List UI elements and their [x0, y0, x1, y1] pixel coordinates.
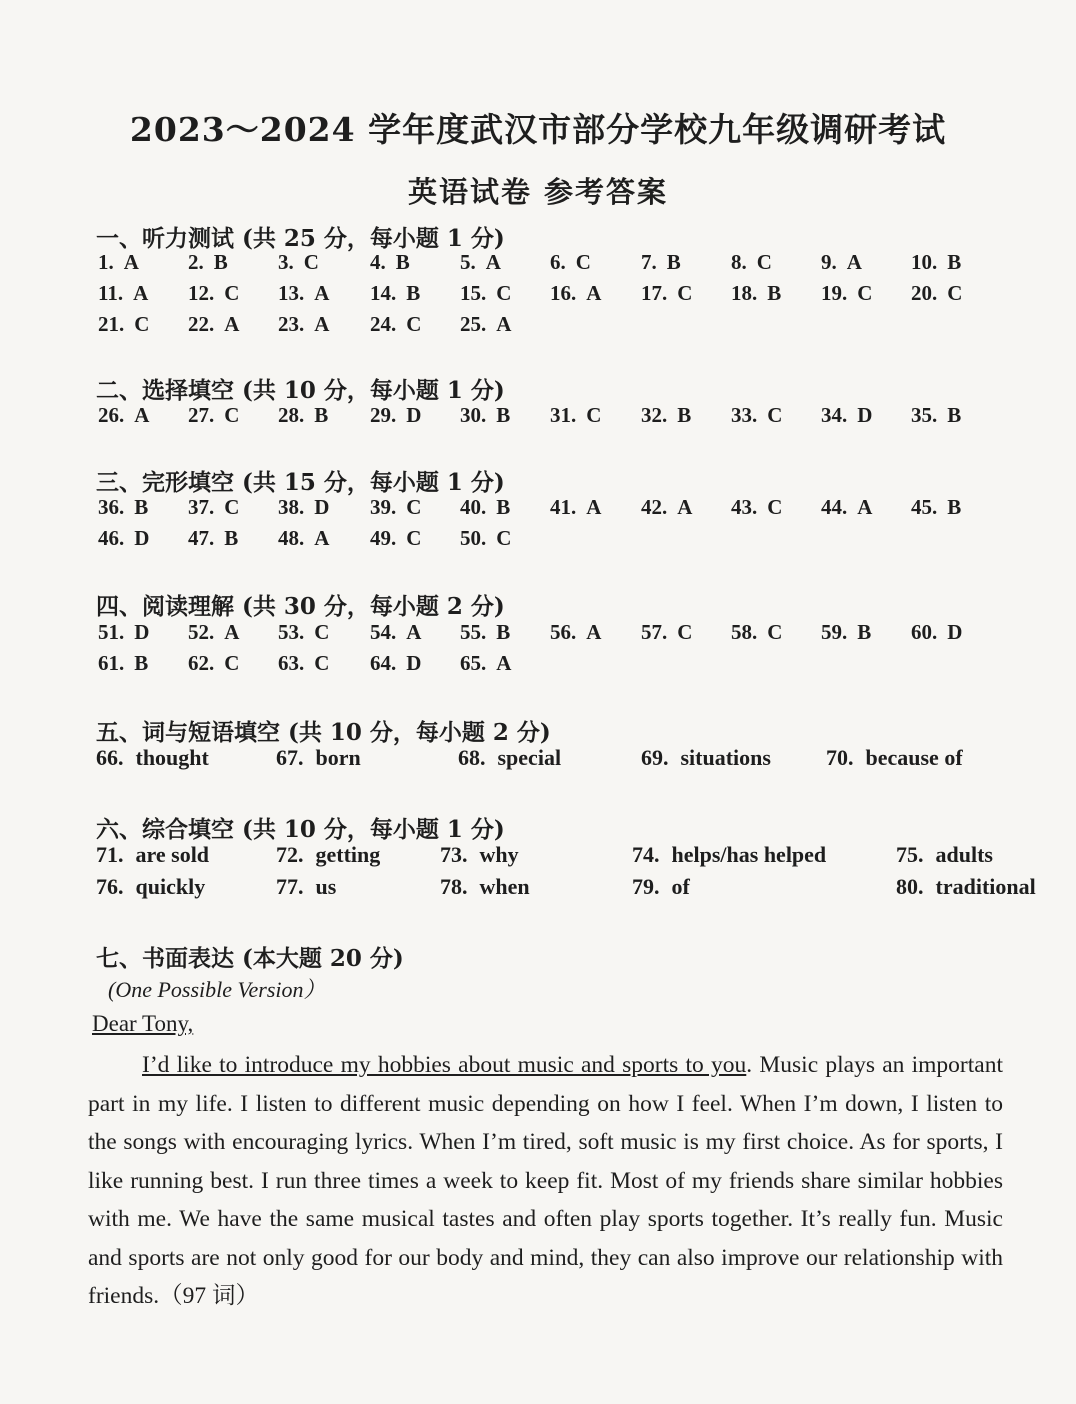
answer-value: A	[134, 403, 150, 427]
answer-value: D	[134, 526, 150, 550]
answer-value: B	[496, 403, 511, 427]
answer-value: C	[406, 526, 422, 550]
s4-answer-row	[0, 620, 1076, 650]
possible-version-label: (One Possible Version）	[108, 977, 326, 1002]
question-number: 12.	[188, 281, 215, 305]
answer-item	[278, 526, 329, 551]
question-number: 33.	[731, 403, 758, 427]
answer-value: B	[224, 526, 239, 550]
answer-value: C	[767, 620, 783, 644]
answer-value: A	[677, 495, 693, 519]
answer-value: D	[134, 620, 150, 644]
answer-item	[278, 495, 329, 520]
answer-value: C	[947, 281, 963, 305]
answer-item	[826, 745, 963, 771]
answer-value: A	[496, 312, 512, 336]
question-number: 57.	[641, 620, 668, 644]
answer-item	[821, 281, 872, 306]
question-number: 54.	[370, 620, 397, 644]
question-number: 58.	[731, 620, 758, 644]
question-number: 18.	[731, 281, 758, 305]
answer-value: A	[224, 620, 240, 644]
answer-value: A	[586, 281, 602, 305]
letter-greeting: Dear Tony,	[92, 1011, 194, 1036]
s1-answer-row	[0, 312, 1076, 342]
question-number: 44.	[821, 495, 848, 519]
answer-item	[458, 745, 561, 771]
answer-item	[98, 250, 139, 275]
answer-item	[550, 620, 601, 645]
answer-item	[641, 745, 771, 771]
question-number: 71.	[96, 842, 124, 867]
answer-item	[276, 745, 361, 771]
answer-item	[550, 495, 601, 520]
answer-value: C	[224, 495, 240, 519]
s3-answer-row	[0, 526, 1076, 556]
essay-body: . Music plays an important part in my life. I listen to different music depending on how I feel. When I’m down, I listen to the songs with encouraging lyrics. When I’m tired, soft music is my first choice. As for sports, I like running best. I run three times a week to keep fit. Most of my friends share similar hobbies with me. We have the same musical tastes and often play sports together. It’s really fun. Music and sports are not only good for our body and mind, they can also improve our relationship with friends.（97 词）	[88, 1052, 1003, 1309]
answer-item	[731, 250, 772, 275]
question-number: 67.	[276, 745, 304, 770]
essay-opening-sentence: I’d like to introduce my hobbies about music and sports to you	[142, 1052, 747, 1078]
question-number: 1.	[98, 250, 114, 274]
answer-value: B	[496, 620, 511, 644]
answer-item	[276, 842, 380, 868]
answer-item	[550, 403, 601, 428]
answer-item	[98, 312, 149, 337]
answer-value: getting	[315, 842, 381, 867]
s1-answer-row	[0, 281, 1076, 311]
answer-value: D	[406, 403, 422, 427]
answer-value: A	[857, 495, 873, 519]
question-number: 28.	[278, 403, 305, 427]
answer-item	[370, 250, 410, 275]
answer-item	[460, 312, 511, 337]
answer-item	[188, 281, 239, 306]
answer-value: C	[756, 250, 772, 274]
question-number: 29.	[370, 403, 397, 427]
answer-item	[96, 874, 205, 900]
question-number: 13.	[278, 281, 305, 305]
answer-item	[632, 842, 826, 868]
answer-item	[731, 620, 782, 645]
answer-item	[911, 250, 961, 275]
question-number: 60.	[911, 620, 938, 644]
question-number: 72.	[276, 842, 304, 867]
answer-value: C	[496, 526, 512, 550]
answer-item	[460, 281, 511, 306]
answer-value: C	[224, 403, 240, 427]
answer-item	[370, 620, 421, 645]
answer-value: A	[846, 250, 862, 274]
answer-value: are sold	[135, 842, 210, 867]
question-number: 55.	[460, 620, 487, 644]
question-number: 76.	[96, 874, 124, 899]
answer-item	[550, 281, 601, 306]
question-number: 20.	[911, 281, 938, 305]
answer-value: when	[479, 874, 530, 899]
exam-subtitle: 英语试卷 参考答案	[407, 175, 669, 209]
answer-item	[632, 874, 690, 900]
answer-item	[188, 250, 228, 275]
question-number: 34.	[821, 403, 848, 427]
answer-item	[96, 842, 209, 868]
answer-value: A	[586, 495, 602, 519]
question-number: 4.	[370, 250, 386, 274]
answer-value: C	[496, 281, 512, 305]
answer-item	[370, 495, 421, 520]
answer-value: A	[133, 281, 149, 305]
answer-item	[460, 651, 511, 676]
answer-value: traditional	[935, 874, 1036, 899]
answer-value: born	[315, 745, 361, 770]
question-number: 62.	[188, 651, 215, 675]
answer-item	[278, 651, 329, 676]
answer-item	[370, 651, 421, 676]
question-number: 25.	[460, 312, 487, 336]
answer-item	[278, 403, 328, 428]
answer-item	[370, 403, 421, 428]
answer-item	[821, 620, 871, 645]
question-number: 31.	[550, 403, 577, 427]
question-number: 73.	[440, 842, 468, 867]
s6-answer-row	[0, 842, 1076, 872]
question-number: 15.	[460, 281, 487, 305]
question-number: 21.	[98, 312, 125, 336]
question-number: 78.	[440, 874, 468, 899]
s1-answer-row	[0, 250, 1076, 280]
answer-item	[370, 312, 421, 337]
answer-item	[731, 403, 782, 428]
question-number: 46.	[98, 526, 125, 550]
answer-value: A	[314, 281, 330, 305]
s3-answer-row	[0, 495, 1076, 525]
s5-answer-row	[0, 745, 1076, 775]
answer-item	[731, 495, 782, 520]
answer-value: B	[134, 495, 149, 519]
answer-item	[278, 281, 329, 306]
question-number: 42.	[641, 495, 668, 519]
answer-item	[641, 620, 692, 645]
question-number: 64.	[370, 651, 397, 675]
s6-answer-row	[0, 874, 1076, 904]
question-number: 66.	[96, 745, 124, 770]
question-number: 19.	[821, 281, 848, 305]
question-number: 26.	[98, 403, 125, 427]
answer-value: D	[406, 651, 422, 675]
answer-item	[460, 620, 510, 645]
answer-value: A	[406, 620, 422, 644]
question-number: 49.	[370, 526, 397, 550]
answer-value: D	[314, 495, 330, 519]
answer-value: C	[857, 281, 873, 305]
question-number: 30.	[460, 403, 487, 427]
answer-value: B	[406, 281, 421, 305]
answer-value: quickly	[135, 874, 206, 899]
question-number: 68.	[458, 745, 486, 770]
question-number: 45.	[911, 495, 938, 519]
answer-value: because of	[865, 745, 963, 770]
answer-value: D	[857, 403, 873, 427]
answer-item	[98, 495, 148, 520]
answer-value: A	[496, 651, 512, 675]
question-number: 51.	[98, 620, 125, 644]
answer-item	[98, 281, 148, 306]
answer-item	[641, 250, 681, 275]
question-number: 27.	[188, 403, 215, 427]
question-number: 52.	[188, 620, 215, 644]
question-number: 41.	[550, 495, 577, 519]
question-number: 10.	[911, 250, 938, 274]
question-number: 75.	[896, 842, 924, 867]
answer-item	[188, 403, 239, 428]
answer-item	[731, 281, 781, 306]
answer-item	[188, 495, 239, 520]
question-number: 11.	[98, 281, 124, 305]
question-number: 47.	[188, 526, 215, 550]
answer-item	[98, 526, 149, 551]
answer-item	[278, 620, 329, 645]
answer-item	[896, 874, 1036, 900]
question-number: 53.	[278, 620, 305, 644]
answer-value: D	[947, 620, 963, 644]
answer-item	[911, 403, 961, 428]
answer-item	[460, 250, 501, 275]
answer-value: B	[947, 250, 962, 274]
answer-value: B	[213, 250, 228, 274]
answer-value: C	[224, 651, 240, 675]
question-number: 17.	[641, 281, 668, 305]
answer-value: C	[314, 620, 330, 644]
answer-item	[188, 526, 238, 551]
exam-title: 2023～2024 学年度武汉市部分学校九年级调研考试	[129, 110, 947, 149]
answer-item	[188, 620, 239, 645]
question-number: 6.	[550, 250, 566, 274]
question-number: 14.	[370, 281, 397, 305]
answer-value: C	[314, 651, 330, 675]
question-number: 24.	[370, 312, 397, 336]
question-number: 43.	[731, 495, 758, 519]
answer-item	[641, 403, 691, 428]
answer-value: B	[395, 250, 410, 274]
question-number: 9.	[821, 250, 837, 274]
answer-value: B	[677, 403, 692, 427]
answer-value: why	[479, 842, 519, 867]
answer-value: C	[303, 250, 319, 274]
section-4-heading: 四、阅读理解 (共 30 分，每小题 2 分)	[96, 593, 505, 620]
question-number: 80.	[896, 874, 924, 899]
question-number: 37.	[188, 495, 215, 519]
answer-item	[641, 495, 692, 520]
answer-item	[98, 403, 149, 428]
question-number: 38.	[278, 495, 305, 519]
question-number: 50.	[460, 526, 487, 550]
answer-value: us	[315, 874, 337, 899]
answer-item	[821, 250, 862, 275]
answer-item	[98, 651, 148, 676]
answer-item	[460, 526, 511, 551]
answer-value: B	[947, 495, 962, 519]
question-number: 59.	[821, 620, 848, 644]
answer-value: A	[314, 312, 330, 336]
answer-item	[96, 745, 209, 771]
question-number: 74.	[632, 842, 660, 867]
question-number: 69.	[641, 745, 669, 770]
answer-item	[460, 403, 510, 428]
answer-value: C	[767, 495, 783, 519]
answer-item	[278, 312, 329, 337]
answer-value: A	[485, 250, 501, 274]
answer-item	[98, 620, 149, 645]
answer-item	[370, 281, 420, 306]
answer-value: B	[857, 620, 872, 644]
answer-item	[911, 495, 961, 520]
s2-answer-row	[0, 403, 1076, 433]
answer-value: situations	[680, 745, 771, 770]
section-2-heading: 二、选择填空 (共 10 分，每小题 1 分)	[96, 377, 505, 404]
question-number: 5.	[460, 250, 476, 274]
question-number: 8.	[731, 250, 747, 274]
answer-value: B	[767, 281, 782, 305]
question-number: 7.	[641, 250, 657, 274]
question-number: 22.	[188, 312, 215, 336]
answer-item	[440, 842, 519, 868]
answer-value: C	[677, 281, 693, 305]
answer-item	[896, 842, 993, 868]
answer-value: B	[134, 651, 149, 675]
answer-item	[188, 312, 239, 337]
answer-value: A	[586, 620, 602, 644]
answer-item	[370, 526, 421, 551]
answer-value: B	[314, 403, 329, 427]
question-number: 70.	[826, 745, 854, 770]
model-essay	[88, 1046, 1003, 1316]
question-number: 61.	[98, 651, 125, 675]
answer-value: A	[314, 526, 330, 550]
s4-answer-row	[0, 651, 1076, 681]
answer-value: special	[497, 745, 562, 770]
answer-item	[276, 874, 336, 900]
answer-item	[821, 495, 872, 520]
question-number: 16.	[550, 281, 577, 305]
answer-value: C	[224, 281, 240, 305]
question-number: 39.	[370, 495, 397, 519]
answer-value: B	[947, 403, 962, 427]
answer-value: C	[575, 250, 591, 274]
question-number: 63.	[278, 651, 305, 675]
question-number: 48.	[278, 526, 305, 550]
answer-value: adults	[935, 842, 993, 867]
section-5-heading: 五、词与短语填空 (共 10 分，每小题 2 分)	[96, 719, 551, 746]
answer-item	[278, 250, 319, 275]
answer-item	[821, 403, 872, 428]
answer-value: A	[123, 250, 139, 274]
question-number: 56.	[550, 620, 577, 644]
answer-item	[440, 874, 530, 900]
question-number: 2.	[188, 250, 204, 274]
answer-item	[911, 281, 962, 306]
answer-value: A	[224, 312, 240, 336]
question-number: 35.	[911, 403, 938, 427]
section-3-heading: 三、完形填空 (共 15 分，每小题 1 分)	[96, 469, 505, 496]
answer-value: C	[677, 620, 693, 644]
answer-item	[460, 495, 510, 520]
question-number: 23.	[278, 312, 305, 336]
answer-item	[188, 651, 239, 676]
answer-item	[641, 281, 692, 306]
question-number: 40.	[460, 495, 487, 519]
answer-item	[550, 250, 591, 275]
answer-value: C	[134, 312, 150, 336]
section-7-heading: 七、书面表达 (本大题 20 分)	[96, 945, 404, 972]
answer-value: C	[767, 403, 783, 427]
answer-value: thought	[135, 745, 209, 770]
answer-value: B	[496, 495, 511, 519]
question-number: 3.	[278, 250, 294, 274]
answer-item	[911, 620, 962, 645]
answer-value: C	[586, 403, 602, 427]
section-1-heading: 一、听力测试 (共 25 分，每小题 1 分)	[96, 225, 505, 252]
answer-value: of	[671, 874, 690, 899]
answer-value: B	[666, 250, 681, 274]
answer-value: helps/has helped	[671, 842, 827, 867]
question-number: 79.	[632, 874, 660, 899]
question-number: 32.	[641, 403, 668, 427]
question-number: 77.	[276, 874, 304, 899]
answer-value: C	[406, 495, 422, 519]
question-number: 65.	[460, 651, 487, 675]
answer-value: C	[406, 312, 422, 336]
section-6-heading: 六、综合填空 (共 10 分，每小题 1 分)	[96, 816, 505, 843]
question-number: 36.	[98, 495, 125, 519]
